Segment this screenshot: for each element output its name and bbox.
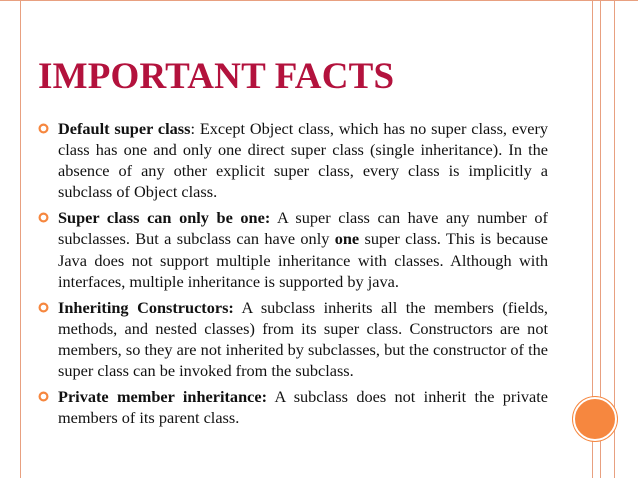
ring-bullet-icon — [38, 302, 49, 313]
bullet-super-class-only-one — [38, 207, 548, 291]
ring-bullet-icon — [38, 391, 49, 402]
slide-title: IMPORTANT FACTS — [38, 56, 395, 97]
bullet-text: A subclass does not inherit the private members of its parent class. — [58, 387, 548, 428]
bullet-lead: Default super class — [58, 119, 191, 138]
frame-top-line — [0, 0, 638, 1]
bullet-lead: Inheriting Constructors: — [58, 297, 234, 317]
bullet-emphasis: one — [334, 229, 360, 249]
frame-right-line — [614, 0, 615, 478]
bullet-private-member-inheritance — [38, 386, 548, 428]
bullet-text: : Except Object class, which has no super class, every class has one and only one direct super class (single inheritance). In the absence of any other explicit super class, every class is implicitly a subclass of Object class. — [58, 119, 549, 202]
bullet-text: A super class can have any number of subclasses. But a subclass can have only — [58, 208, 548, 249]
frame-left-line — [20, 0, 21, 478]
bullet-inheriting-constructors — [38, 297, 548, 381]
bullet-text: A subclass inherits all the members (fields, methods, and nested classes) from its super class. Constructors are not members, so they are not inherited by subclasses, but the constructor of the super class can be invoked from the subclass. — [58, 297, 548, 381]
ring-bullet-icon — [38, 123, 49, 134]
bullet-lead: Private member inheritance: — [58, 387, 268, 407]
bullet-text: super class. This is because Java does not support multiple inheritance with classes. Although with interfaces, multiple inheritance is supported by java. — [58, 229, 548, 291]
ring-bullet-icon — [38, 212, 49, 223]
orange-circle-decoration — [573, 397, 617, 441]
bullet-list — [38, 118, 548, 433]
bullet-lead: Super class can only be one: — [58, 208, 271, 228]
bullet-default-super-class — [38, 118, 548, 202]
